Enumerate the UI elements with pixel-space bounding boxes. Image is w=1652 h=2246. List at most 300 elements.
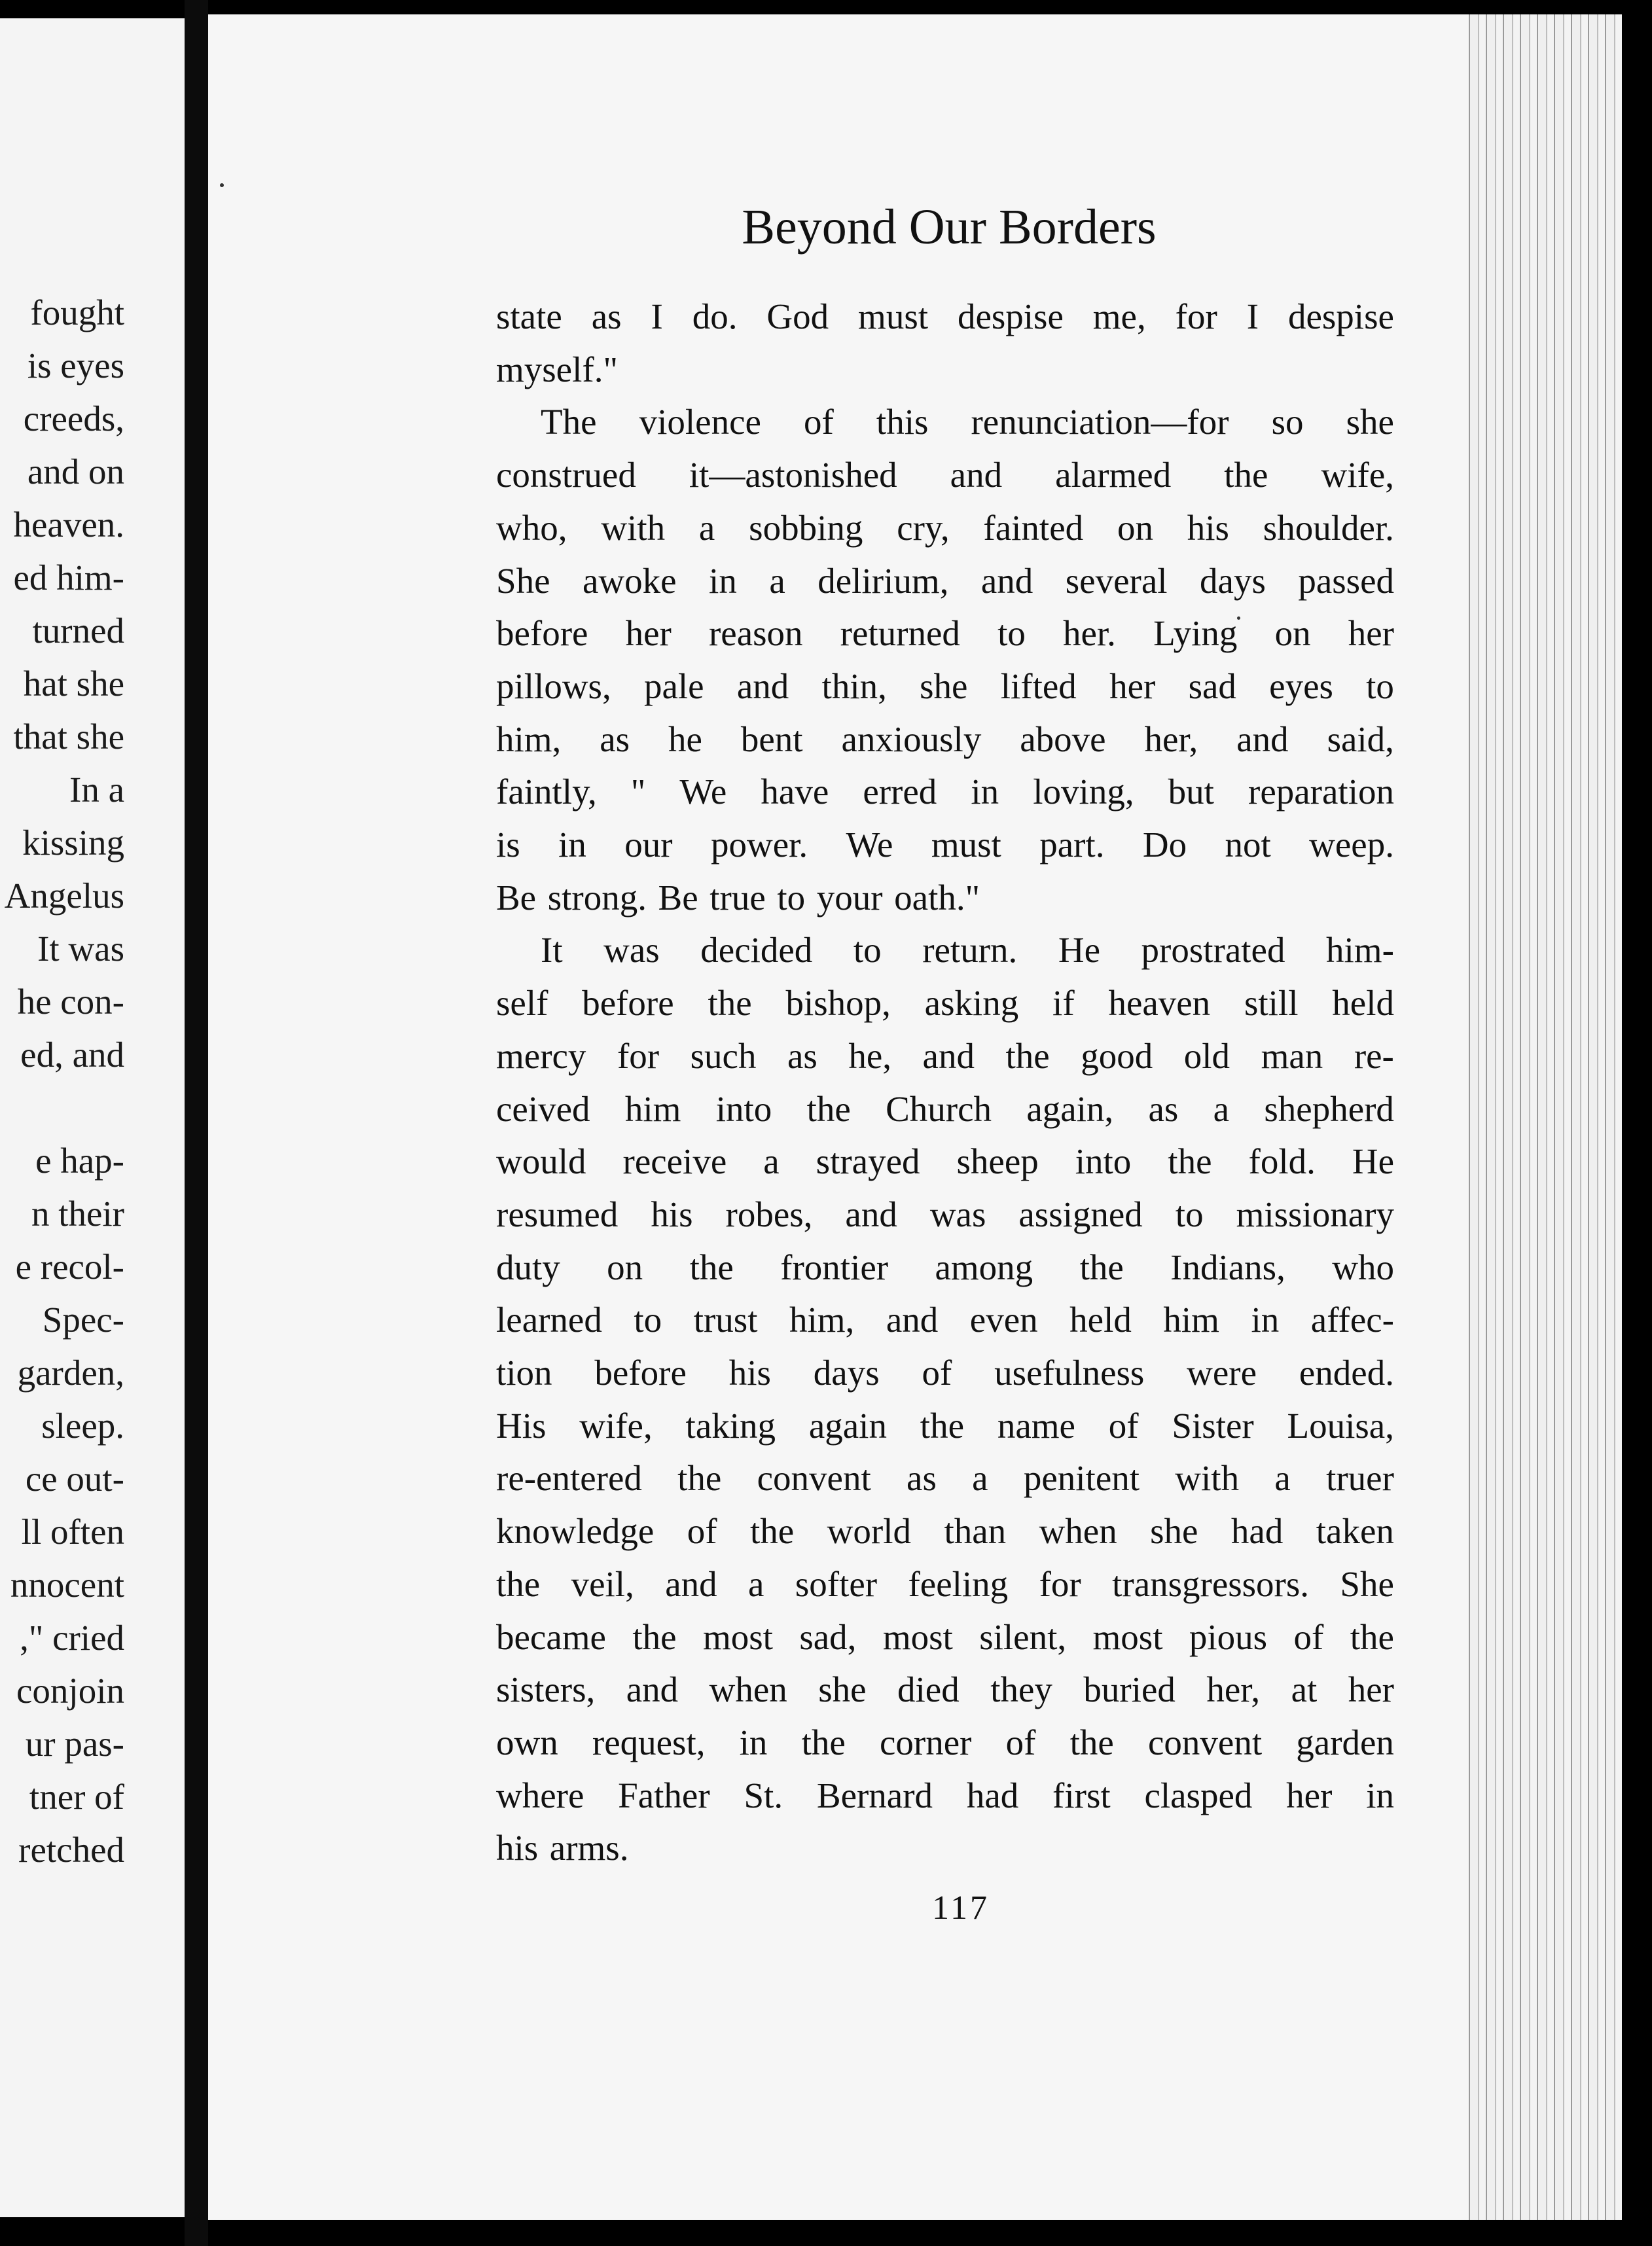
word: again,: [1026, 1088, 1114, 1129]
word: she: [1150, 1511, 1198, 1552]
word: old: [1183, 1035, 1230, 1076]
word: a: [972, 1458, 988, 1499]
word: of: [922, 1353, 952, 1393]
word: a: [748, 1563, 764, 1604]
body-line: [496, 878, 1394, 918]
word: in: [558, 825, 586, 865]
word: truer: [1326, 1458, 1394, 1499]
word: the: [801, 1722, 846, 1762]
right-page: [208, 14, 1622, 2220]
word: became: [496, 1616, 606, 1657]
word: for: [1175, 296, 1217, 336]
word: several: [1065, 560, 1168, 601]
word: lifted: [1000, 666, 1077, 706]
word: sobbing: [749, 507, 863, 548]
word: fainted: [983, 507, 1084, 548]
word: to: [853, 930, 882, 971]
word: pale: [643, 666, 704, 706]
left-page-line: conjoin: [16, 1671, 124, 1711]
word: renunciation—for: [971, 402, 1229, 442]
word: erred: [863, 772, 937, 812]
word: most: [1092, 1616, 1163, 1657]
word: ": [630, 772, 646, 812]
left-page-line: ll often: [21, 1512, 124, 1552]
body-line: [496, 1459, 1394, 1498]
word: when: [1039, 1511, 1117, 1552]
word: where: [496, 1775, 584, 1815]
word: he,: [848, 1035, 892, 1076]
word: the: [689, 1247, 734, 1287]
word: as: [1148, 1088, 1179, 1129]
word: passed: [1298, 560, 1394, 601]
word: to: [1175, 1194, 1204, 1234]
word: and: [950, 455, 1003, 495]
word: were: [1187, 1353, 1257, 1393]
body-line: [496, 1618, 1394, 1657]
left-page-line: Spec-: [42, 1300, 124, 1340]
word: must: [931, 825, 1001, 865]
word: but: [1168, 772, 1214, 812]
word: wife,: [579, 1405, 653, 1446]
word: anxiously: [841, 719, 982, 759]
word: it—astonished: [689, 455, 897, 495]
left-page-line: and on: [27, 452, 124, 491]
word: the: [1168, 1141, 1212, 1182]
body-line: [496, 772, 1394, 811]
word: frontier: [780, 1247, 889, 1287]
word: myself.": [496, 349, 618, 389]
body-line: [496, 508, 1394, 548]
word: ceived: [496, 1088, 590, 1129]
word: faintly,: [496, 772, 597, 812]
word: the: [1350, 1616, 1394, 1657]
word: man: [1261, 1035, 1323, 1076]
word: not: [1225, 825, 1271, 865]
word: on: [1274, 613, 1311, 654]
word: of: [1293, 1616, 1324, 1657]
body-line: [496, 1828, 1394, 1868]
left-page-fragment: [0, 18, 185, 2217]
word: than: [944, 1511, 1007, 1552]
body-line: [496, 1195, 1394, 1234]
body-line: [496, 350, 1394, 389]
word: We: [679, 772, 727, 812]
left-page-line: e hap-: [35, 1141, 124, 1181]
word: pillows,: [496, 666, 611, 706]
word: with: [601, 507, 666, 548]
word: as: [591, 296, 622, 336]
word: oath.": [894, 877, 980, 918]
left-page-line: creeds,: [23, 399, 124, 438]
word: on: [607, 1247, 643, 1287]
word: a: [1274, 1458, 1291, 1499]
left-page-line: ," cried: [20, 1618, 124, 1658]
left-page-line: fought: [30, 293, 124, 332]
word: receive: [622, 1141, 727, 1182]
body-line: [496, 1723, 1394, 1762]
word: and: [980, 560, 1033, 601]
body-line: [496, 1512, 1394, 1551]
word: to: [997, 613, 1026, 654]
word: when: [709, 1669, 787, 1710]
word: of: [687, 1511, 717, 1552]
word: the: [677, 1458, 722, 1499]
word: state: [496, 296, 562, 336]
word: learned: [496, 1300, 602, 1340]
word: most: [702, 1616, 773, 1657]
word: such: [690, 1035, 757, 1076]
word: a: [769, 560, 785, 601]
word: usefulness: [994, 1353, 1145, 1393]
body-line: [496, 1565, 1394, 1604]
print-speck: [220, 183, 224, 187]
word: was: [929, 1194, 986, 1234]
word: resumed: [496, 1194, 619, 1234]
word: was: [603, 930, 660, 971]
body-line: [496, 455, 1394, 495]
word: to: [1366, 666, 1394, 706]
word: me,: [1092, 296, 1146, 336]
left-page-line: tner of: [29, 1777, 124, 1817]
word: tion: [496, 1353, 552, 1393]
word: have: [761, 772, 829, 812]
word: for: [1039, 1563, 1081, 1604]
word: violence: [639, 402, 761, 442]
word: said,: [1327, 719, 1394, 759]
word: do.: [692, 296, 738, 336]
word: so: [1271, 402, 1304, 442]
left-page-line: ce out-: [25, 1459, 124, 1499]
word: St.: [744, 1775, 783, 1815]
word: taken: [1316, 1511, 1394, 1552]
left-page-line: that she: [13, 717, 124, 757]
word: she: [920, 666, 968, 706]
word: must: [858, 296, 929, 336]
left-page-line: kissing: [22, 823, 124, 863]
word: his: [651, 1194, 693, 1234]
word: loving,: [1033, 772, 1134, 812]
word: convent: [1148, 1722, 1263, 1762]
word: had: [1230, 1511, 1284, 1552]
word: him,: [789, 1300, 855, 1340]
left-page-line: he con-: [17, 982, 124, 1022]
word: again: [808, 1405, 887, 1446]
word: missionary: [1236, 1194, 1394, 1234]
word: He: [1352, 1141, 1394, 1182]
word: before: [582, 983, 674, 1024]
left-page-line: retched: [18, 1830, 124, 1870]
word: assigned: [1018, 1194, 1143, 1234]
word: the: [1069, 1722, 1114, 1762]
word: of: [1005, 1722, 1036, 1762]
word: her: [1109, 666, 1156, 706]
word: on: [1117, 507, 1153, 548]
word: and: [886, 1300, 939, 1340]
word: as: [600, 719, 630, 759]
left-page-line: hat she: [23, 664, 124, 704]
word: before: [594, 1353, 687, 1393]
word: despise: [957, 296, 1064, 336]
word: sad: [1188, 666, 1236, 706]
word: request,: [592, 1722, 706, 1762]
word: fold.: [1248, 1141, 1316, 1182]
word: days: [1200, 560, 1266, 601]
word: trust: [693, 1300, 758, 1340]
left-page-line: Angelus: [4, 876, 124, 916]
word: and: [665, 1563, 717, 1604]
word: into: [1075, 1141, 1132, 1182]
word: shoulder.: [1263, 507, 1394, 548]
word: at: [1291, 1669, 1318, 1710]
word: The: [541, 402, 597, 442]
body-line: [496, 1248, 1394, 1287]
word: him: [1163, 1300, 1219, 1340]
word: pious: [1189, 1616, 1268, 1657]
word: God: [766, 296, 829, 336]
word: knowledge: [496, 1511, 655, 1552]
body-line: [496, 931, 1394, 970]
word: re-entered: [496, 1458, 642, 1499]
word: he: [668, 719, 702, 759]
word: sheep: [956, 1141, 1039, 1182]
left-page-line: In a: [69, 770, 124, 810]
word: reparation: [1248, 772, 1394, 812]
body-line: [496, 402, 1394, 442]
word: return.: [922, 930, 1018, 971]
word: they: [990, 1669, 1052, 1710]
word: the: [632, 1616, 677, 1657]
body-line: [496, 1142, 1394, 1181]
body-line: [496, 667, 1394, 706]
word: the: [750, 1511, 795, 1552]
word: sad,: [799, 1616, 857, 1657]
word: to: [634, 1300, 662, 1340]
word: I: [1246, 296, 1259, 336]
word: Be: [496, 877, 537, 918]
body-line: [496, 614, 1394, 653]
word: ended.: [1299, 1353, 1394, 1393]
word: as: [907, 1458, 937, 1499]
word: despise: [1287, 296, 1394, 336]
word: and: [626, 1669, 679, 1710]
word: softer: [795, 1563, 878, 1604]
word: asking: [924, 983, 1019, 1024]
word: as: [787, 1035, 817, 1076]
word: arms.: [549, 1828, 629, 1868]
left-page-line: It was: [37, 929, 124, 969]
word: transgressors.: [1112, 1563, 1310, 1604]
word: who,: [496, 507, 567, 548]
word: held: [1332, 983, 1394, 1024]
book-gutter: [185, 0, 208, 2246]
word: bishop,: [785, 983, 891, 1024]
word: corner: [879, 1722, 972, 1762]
left-page-line: turned: [32, 611, 124, 651]
word: name: [997, 1405, 1075, 1446]
word: sisters,: [496, 1669, 596, 1710]
word: Louisa,: [1287, 1405, 1394, 1446]
word: into: [715, 1088, 772, 1129]
word: true: [709, 877, 766, 918]
body-line: [496, 984, 1394, 1023]
word: of: [1108, 1405, 1139, 1446]
word: died: [897, 1669, 960, 1710]
word: alarmed: [1055, 455, 1172, 495]
word: his: [728, 1353, 771, 1393]
body-line: [496, 720, 1394, 759]
left-page-line: ed him-: [13, 558, 124, 597]
word: feeling: [908, 1563, 1009, 1604]
word: who: [1332, 1247, 1394, 1287]
left-page-line: ed, and: [20, 1035, 124, 1075]
word: Do: [1142, 825, 1187, 865]
body-line: [496, 1353, 1394, 1393]
body-line: [496, 1090, 1394, 1129]
word: It: [541, 930, 563, 971]
left-page-line: sleep.: [41, 1406, 124, 1446]
word: clasped: [1144, 1775, 1253, 1815]
word: in: [1366, 1775, 1394, 1815]
word: his: [496, 1828, 539, 1868]
word: Be: [658, 877, 698, 918]
word: awoke: [583, 560, 677, 601]
word: most: [882, 1616, 953, 1657]
word: bent: [740, 719, 803, 759]
word: the: [496, 1563, 541, 1604]
word: even: [969, 1300, 1038, 1340]
word: convent: [757, 1458, 871, 1499]
word: weep.: [1309, 825, 1394, 865]
word: strayed: [816, 1141, 920, 1182]
print-speck: [1237, 616, 1240, 620]
word: veil,: [571, 1563, 634, 1604]
word: buried: [1083, 1669, 1176, 1710]
word: part.: [1039, 825, 1105, 865]
word: her,: [1206, 1669, 1261, 1710]
word: garden: [1296, 1722, 1394, 1762]
word: reason: [708, 613, 803, 654]
word: delirium,: [817, 560, 949, 601]
left-page-line: n their: [31, 1194, 124, 1234]
word: the: [1224, 455, 1268, 495]
word: heaven: [1108, 983, 1211, 1024]
word: still: [1244, 983, 1299, 1024]
word: strong.: [547, 877, 647, 918]
body-line: [496, 562, 1394, 601]
word: of: [804, 402, 834, 442]
body-line: [496, 297, 1394, 336]
word: power.: [710, 825, 808, 865]
body-line: [496, 1300, 1394, 1340]
word: her: [1348, 613, 1394, 654]
word: first: [1052, 1775, 1111, 1815]
word: her,: [1144, 719, 1198, 759]
word: and: [845, 1194, 897, 1234]
word: days: [813, 1353, 880, 1393]
left-page-line: heaven.: [13, 505, 124, 544]
word: and: [736, 666, 789, 706]
left-page-line: nnocent: [10, 1565, 124, 1605]
word: silent,: [979, 1616, 1067, 1657]
word: mercy: [496, 1035, 586, 1076]
word: his: [1187, 507, 1229, 548]
word: and: [922, 1035, 975, 1076]
word: she: [818, 1669, 867, 1710]
word: returned: [840, 613, 960, 654]
word: and: [1236, 719, 1289, 759]
word: He: [1058, 930, 1100, 971]
word: if: [1052, 983, 1075, 1024]
word: self: [496, 983, 548, 1024]
word: She: [496, 560, 550, 601]
word: decided: [700, 930, 813, 971]
word: robes,: [725, 1194, 813, 1234]
word: Lying: [1153, 613, 1238, 654]
word: Bernard: [816, 1775, 933, 1815]
word: this: [876, 402, 929, 442]
word: her: [1286, 1775, 1333, 1815]
word: is: [496, 825, 520, 865]
word: to: [777, 877, 806, 918]
word: own: [496, 1722, 558, 1762]
word: the: [806, 1088, 851, 1129]
word: with: [1175, 1458, 1240, 1499]
word: world: [827, 1511, 911, 1552]
word: a: [1213, 1088, 1230, 1129]
word: affec-: [1310, 1300, 1394, 1340]
word: above: [1020, 719, 1106, 759]
word: among: [935, 1247, 1033, 1287]
body-line: [496, 1776, 1394, 1815]
word: the: [708, 983, 752, 1024]
word: penitent: [1023, 1458, 1140, 1499]
word: her: [625, 613, 672, 654]
word: the: [920, 1405, 964, 1446]
word: would: [496, 1141, 586, 1182]
word: him-: [1326, 930, 1394, 971]
word: re-: [1354, 1035, 1394, 1076]
word: She: [1340, 1563, 1394, 1604]
word: cry,: [897, 507, 950, 548]
word: Church: [886, 1088, 992, 1129]
word: in: [739, 1722, 768, 1762]
word: a: [698, 507, 715, 548]
word: construed: [496, 455, 636, 495]
word: His: [496, 1405, 547, 1446]
word: thin,: [821, 666, 887, 706]
running-head: Beyond Our Borders: [742, 200, 1157, 255]
word: held: [1069, 1300, 1132, 1340]
page-number: 117: [931, 1889, 990, 1927]
word: for: [617, 1035, 660, 1076]
word: We: [846, 825, 893, 865]
word: eyes: [1269, 666, 1333, 706]
word: him,: [496, 719, 562, 759]
word: wife,: [1321, 455, 1394, 495]
word: her.: [1062, 613, 1116, 654]
word: him: [624, 1088, 681, 1129]
word: prostrated: [1141, 930, 1285, 971]
word: the: [1005, 1035, 1050, 1076]
word: Sister: [1172, 1405, 1254, 1446]
left-page-line: ur pas-: [25, 1724, 124, 1764]
word: your: [816, 877, 883, 918]
left-page-line: garden,: [17, 1353, 124, 1393]
left-page-line: e recol-: [15, 1247, 124, 1287]
word: the: [1079, 1247, 1124, 1287]
word: in: [971, 772, 999, 812]
word: had: [966, 1775, 1019, 1815]
